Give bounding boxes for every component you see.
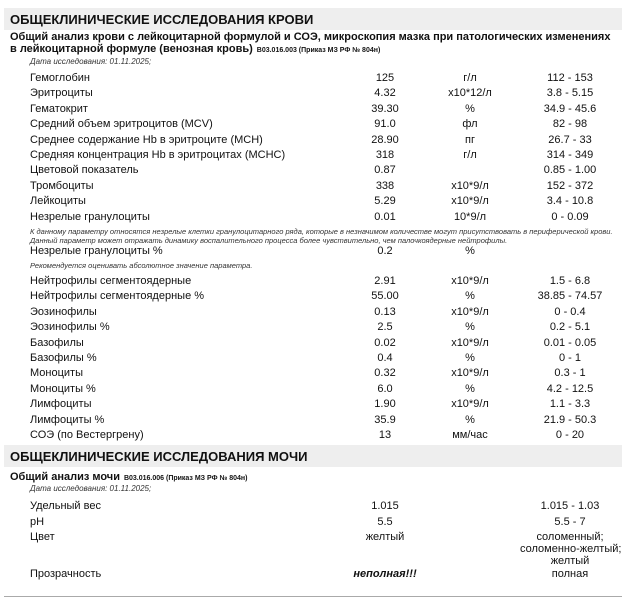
result-name: Средний объем эритроцитов (MCV) bbox=[30, 118, 213, 131]
table-row bbox=[0, 274, 626, 289]
urine-test-code: B03.016.006 (Приказ МЗ РФ № 804н) bbox=[123, 475, 248, 482]
table-row bbox=[0, 305, 626, 320]
result-ref: 1.1 - 3.3 bbox=[549, 398, 591, 411]
result-name: Нейтрофилы сегментоядерные % bbox=[30, 290, 205, 303]
result-unit: x10*9/л bbox=[451, 179, 489, 192]
result-ref: 0.01 - 0.05 bbox=[543, 336, 597, 349]
result-unit: x10*9/л bbox=[451, 336, 489, 349]
result-unit: г/л bbox=[463, 72, 477, 84]
table-row bbox=[0, 163, 626, 178]
table-row bbox=[0, 194, 626, 209]
result-ref: 0.2 - 5.1 bbox=[549, 321, 591, 334]
result-name: Лимфоциты bbox=[30, 398, 92, 411]
urine-section-title: ОБЩЕКЛИНИЧЕСКИЕ ИССЛЕДОВАНИЯ МОЧИ bbox=[10, 448, 308, 464]
result-unit: x10*9/л bbox=[451, 367, 489, 380]
table-row bbox=[0, 515, 626, 530]
result-unit: пг bbox=[465, 133, 475, 146]
result-name: Удельный вес bbox=[30, 500, 101, 512]
result-unit: x10*9/л bbox=[451, 398, 489, 411]
result-unit: % bbox=[465, 413, 475, 426]
result-value: 91.0 bbox=[374, 118, 396, 131]
result-value: 338 bbox=[375, 179, 395, 192]
result-name: Гемоглобин bbox=[30, 72, 90, 84]
table-row bbox=[0, 148, 626, 163]
result-ref: 34.9 - 45.6 bbox=[543, 102, 597, 115]
result-value: 55.00 bbox=[371, 290, 399, 303]
result-unit: x10*9/л bbox=[451, 195, 489, 208]
result-value: 0.01 bbox=[374, 210, 396, 223]
result-value: 0.32 bbox=[374, 367, 396, 380]
result-unit: % bbox=[465, 352, 475, 364]
result-ref: полная bbox=[551, 568, 589, 580]
result-value: 0.87 bbox=[374, 164, 396, 177]
result-name: Базофилы % bbox=[30, 352, 97, 364]
blood-test-title: Общий анализ крови с лейкоцитарной формулой и СОЭ, микроскопия мазка при патологических изменениях в лейкоцитарной формуле (венозная кровь) B03.016.003 (Приказ МЗ РФ № 804н) bbox=[10, 31, 611, 55]
table-row bbox=[0, 397, 626, 412]
result-ref: 112 - 153 bbox=[547, 72, 593, 84]
table-row bbox=[0, 499, 626, 514]
result-name: Базофилы bbox=[30, 336, 84, 349]
table-row bbox=[0, 133, 626, 148]
result-ref: 0 - 0.09 bbox=[551, 210, 589, 223]
result-value: 0.02 bbox=[374, 336, 396, 349]
result-ref: 4.2 - 12.5 bbox=[546, 382, 594, 395]
result-value: 1.90 bbox=[374, 398, 396, 411]
result-ref: 1.5 - 6.8 bbox=[549, 275, 591, 287]
table-row bbox=[0, 102, 626, 117]
result-name: Эозинофилы % bbox=[30, 321, 110, 334]
table-row bbox=[0, 567, 626, 582]
result-ref: 21.9 - 50.3 bbox=[543, 413, 597, 426]
blood-section-header bbox=[4, 8, 622, 30]
result-ref: 26.7 - 33 bbox=[548, 133, 592, 146]
result-ref-line: соломенно-желтый; bbox=[520, 543, 622, 555]
result-value: 318 bbox=[375, 149, 395, 161]
immature-granulocytes-note: К данному параметру относятся незрелые клетки гранулоцитарного ряда, которые в незначимом количестве могут присутствовать в периферической крови. Данный параметр может отражать динамику воспалительного процесса более чувствительно, чем палочкоядерные нейтрофилы. bbox=[30, 227, 613, 245]
result-value: 35.9 bbox=[374, 413, 396, 426]
result-unit: г/л bbox=[463, 149, 477, 161]
table-row bbox=[0, 320, 626, 335]
result-ref-line: соломенный; bbox=[536, 531, 604, 543]
table-row bbox=[0, 428, 626, 443]
table-row bbox=[0, 244, 626, 259]
table-row bbox=[0, 351, 626, 366]
table-row bbox=[0, 210, 626, 225]
result-value: 2.5 bbox=[377, 321, 393, 334]
result-name: Цвет bbox=[30, 531, 55, 543]
result-value: 0.13 bbox=[374, 305, 396, 318]
result-value: 28.90 bbox=[371, 133, 399, 146]
result-name: Тромбоциты bbox=[30, 179, 94, 192]
result-name: Лейкоциты bbox=[30, 195, 86, 208]
table-row bbox=[0, 336, 626, 351]
result-value-abnormal: неполная!!! bbox=[353, 568, 417, 580]
result-ref-line: желтый bbox=[550, 555, 590, 567]
result-name: Цветовой показатель bbox=[30, 164, 139, 177]
result-ref: 3.8 - 5.15 bbox=[546, 87, 594, 100]
table-row bbox=[0, 71, 626, 86]
urine-test-date: Дата исследования: 01.11.2025; bbox=[30, 484, 152, 493]
blood-test-date: Дата исследования: 01.11.2025; bbox=[30, 57, 152, 66]
result-unit: % bbox=[465, 382, 475, 395]
result-name: Прозрачность bbox=[30, 568, 102, 580]
result-unit: мм/час bbox=[452, 429, 488, 441]
result-name: Моноциты % bbox=[30, 382, 96, 395]
result-ref: 0 - 20 bbox=[555, 429, 585, 441]
result-name: СОЭ (по Вестергрену) bbox=[30, 429, 144, 441]
result-name: Среднее содержание Hb в эритроците (MCH) bbox=[30, 133, 263, 146]
result-value: 39.30 bbox=[371, 102, 399, 115]
table-row bbox=[0, 289, 626, 304]
table-row bbox=[0, 530, 626, 567]
blood-section-title: ОБЩЕКЛИНИЧЕСКИЕ ИССЛЕДОВАНИЯ КРОВИ bbox=[10, 11, 314, 27]
result-ref: 314 - 349 bbox=[546, 149, 594, 161]
table-row bbox=[0, 382, 626, 397]
result-ref: 38.85 - 74.57 bbox=[537, 290, 603, 303]
result-ref: 0 - 0.4 bbox=[554, 305, 586, 318]
result-name: Моноциты bbox=[30, 367, 83, 380]
result-name: Эритроциты bbox=[30, 87, 93, 100]
result-ref: 0 - 1 bbox=[558, 352, 581, 364]
result-name: pH bbox=[30, 516, 45, 528]
urine-section-header bbox=[4, 445, 622, 467]
result-ref: 0.85 - 1.00 bbox=[543, 164, 597, 177]
bottom-divider bbox=[4, 596, 622, 597]
urine-test-title: Общий анализ мочи B03.016.006 (Приказ МЗ РФ № 804н) bbox=[10, 471, 248, 483]
result-value: 2.91 bbox=[374, 275, 396, 287]
table-row bbox=[0, 86, 626, 101]
result-name: Лимфоциты % bbox=[30, 413, 105, 426]
result-unit: x10*9/л bbox=[451, 275, 489, 287]
result-value: 125 bbox=[375, 72, 395, 84]
result-value: 0.4 bbox=[377, 352, 393, 364]
result-unit: % bbox=[465, 102, 475, 115]
result-ref: 5.5 - 7 bbox=[554, 516, 586, 528]
result-value: 4.32 bbox=[374, 87, 396, 100]
result-name: Средняя концентрация Hb в эритроцитах (MCHC) bbox=[30, 149, 286, 161]
result-ref: 1.015 - 1.03 bbox=[540, 500, 600, 512]
result-ref: 152 - 372 bbox=[546, 179, 594, 192]
table-row bbox=[0, 366, 626, 381]
result-unit: 10*9/л bbox=[453, 210, 487, 223]
result-value: 5.5 bbox=[377, 516, 393, 528]
result-value: 5.29 bbox=[374, 195, 396, 208]
result-name: Незрелые гранулоциты bbox=[30, 210, 150, 223]
result-value: 6.0 bbox=[377, 382, 393, 395]
result-value: 13 bbox=[378, 429, 392, 441]
result-unit: % bbox=[465, 290, 475, 303]
result-unit: фл bbox=[462, 118, 478, 131]
result-ref: 82 - 98 bbox=[552, 118, 588, 131]
result-name: Гематокрит bbox=[30, 102, 88, 115]
table-row bbox=[0, 179, 626, 194]
result-value: 1.015 bbox=[371, 500, 399, 512]
result-unit: % bbox=[465, 245, 475, 257]
table-row bbox=[0, 413, 626, 428]
recommendation-note: Рекомендуется оценивать абсолютное значение параметра. bbox=[30, 261, 253, 270]
result-ref: 0.3 - 1 bbox=[554, 367, 586, 380]
result-name: Нейтрофилы сегментоядерные bbox=[30, 275, 192, 287]
result-unit: % bbox=[465, 321, 475, 334]
result-name: Незрелые гранулоциты % bbox=[30, 245, 163, 257]
result-unit: x10*9/л bbox=[451, 305, 489, 318]
table-row bbox=[0, 117, 626, 132]
result-unit: x10*12/л bbox=[448, 87, 492, 100]
blood-test-code: B03.016.003 (Приказ МЗ РФ № 804н) bbox=[256, 47, 381, 54]
result-value: 0.2 bbox=[377, 245, 393, 257]
result-value: желтый bbox=[365, 531, 405, 543]
result-ref: 3.4 - 10.8 bbox=[546, 195, 594, 208]
result-name: Эозинофилы bbox=[30, 305, 97, 318]
